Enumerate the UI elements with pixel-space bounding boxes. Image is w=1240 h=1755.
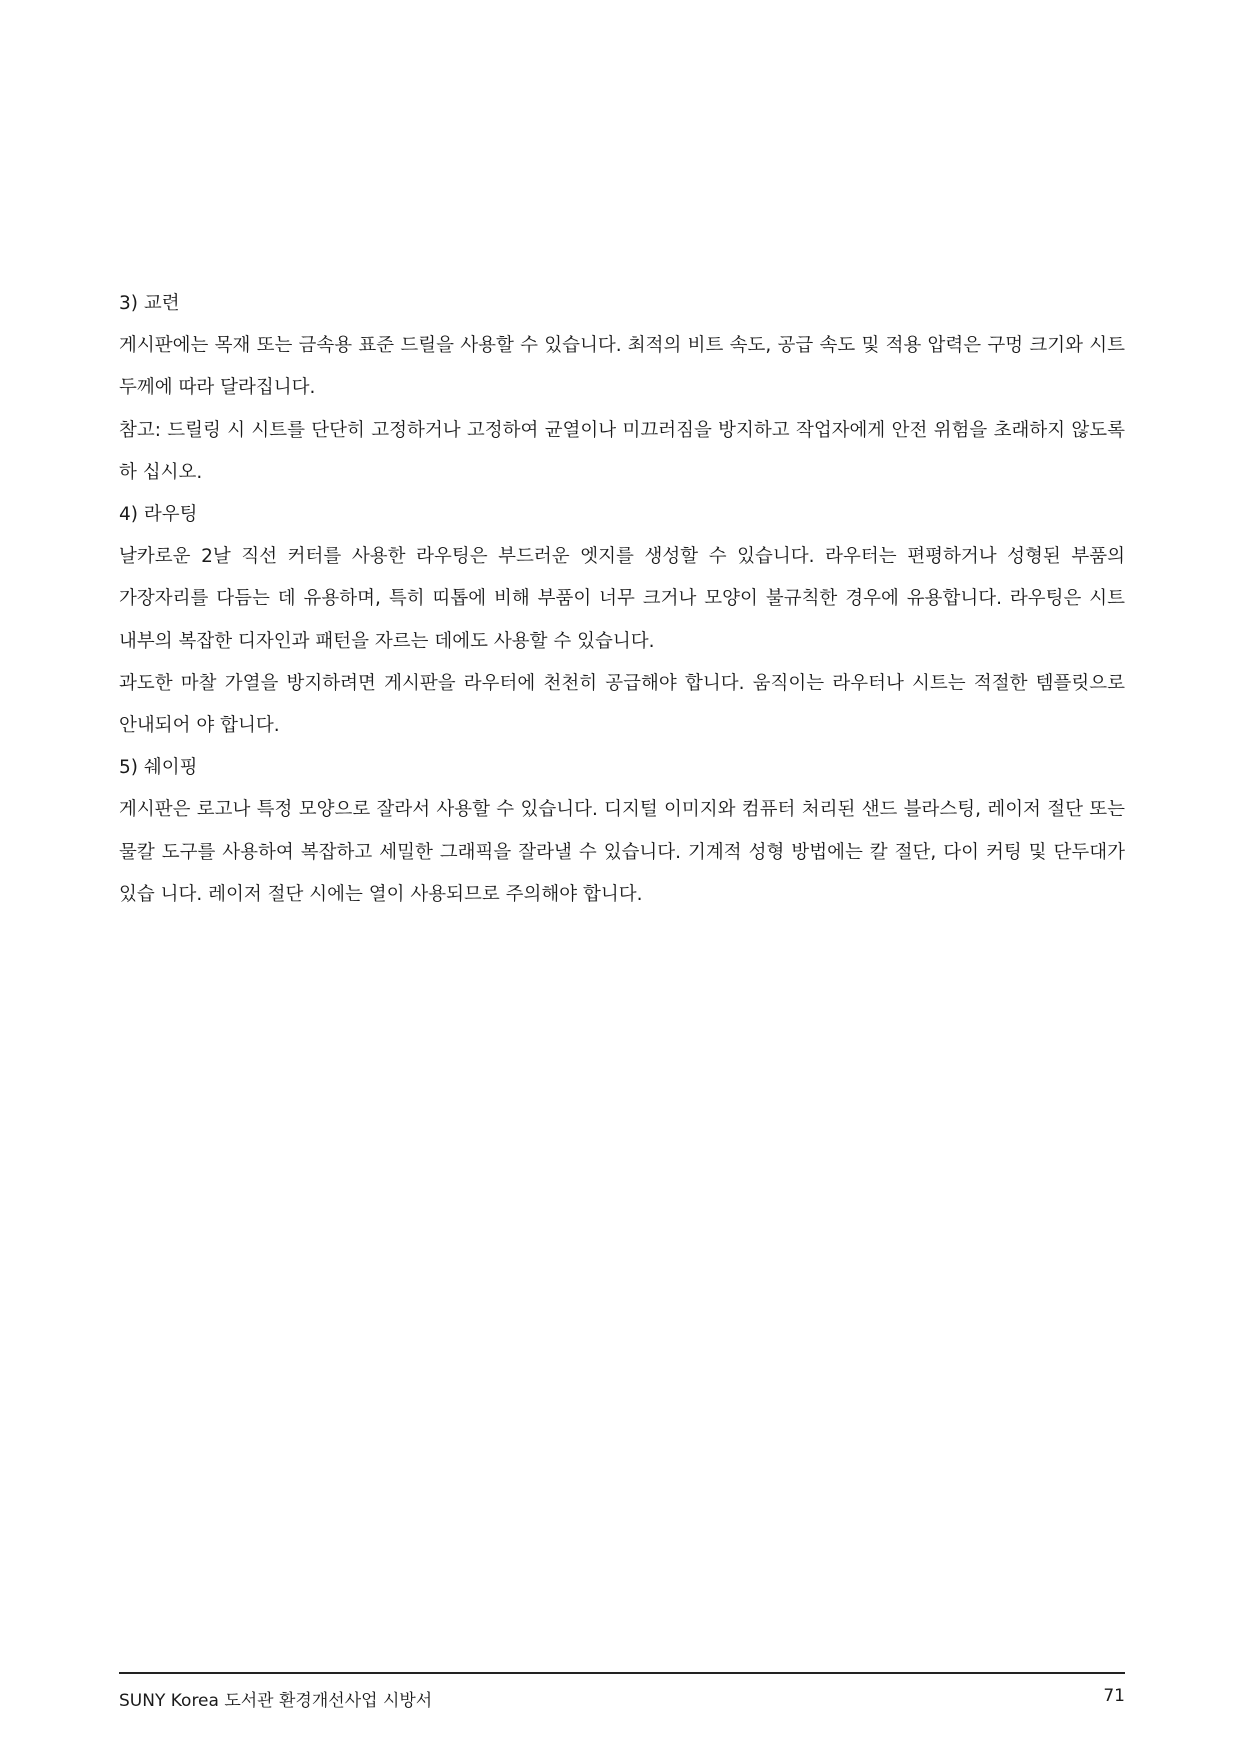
paragraph-drilling-note: 참고: 드릴링 시 시트를 단단히 고정하거나 고정하여 균열이나 미끄러짐을 방지하고 작업자에게 안전 위험을 초래하지 않도록 하 십시오. xyxy=(119,419,1125,483)
paragraph-routing-feed: 과도한 마찰 가열을 방지하려면 게시판을 라우터에 천천히 공급해야 합니다. 움직이는 라우터나 시트는 적절한 템플릿으로 안내되어 야 합니다. xyxy=(119,672,1125,737)
page-footer xyxy=(119,1672,1125,1711)
section-heading-routing: 4) 라우팅 xyxy=(119,504,198,526)
footer-document-title: SUNY Korea 도서관 환경개선사업 시방서 xyxy=(119,1691,433,1711)
paragraph-drilling-tools: 게시판에는 목재 또는 금속용 표준 드릴을 사용할 수 있습니다. 최적의 비트 속도, 공급 속도 및 적용 압력은 구멍 크기와 시트 두께에 따라 달라집니다. xyxy=(119,335,1125,399)
paragraph-routing-cutter: 날카로운 2날 직선 커터를 사용한 라우팅은 부드러운 엣지를 생성할 수 있습니다. 라우터는 편평하거나 성형된 부품의 가장자리를 다듬는 데 유용하며, 특히 띠톱에 비해 부품이 너무 크거나 모양이 불규칙한 경우에 유용합니다. 라우팅은 시트 내부의 복잡한 디자인과 패턴을 자르는 데에도 사용할 수 있습니다. xyxy=(119,546,1125,652)
section-heading-drilling: 3) 교련 xyxy=(119,293,180,314)
paragraph-shaping-methods: 게시판은 로고나 특정 모양으로 잘라서 사용할 수 있습니다. 디지털 이미지와 컴퓨터 처리된 샌드 블라스팅, 레이저 절단 또는 물칼 도구를 사용하여 복잡하고 세밀한 그래픽을 잘라낼 수 있습니다. 기계적 성형 방법에는 칼 절단, 다이 커팅 및 단두대가 있습 니다. 레이저 절단 시에는 열이 사용되므로 주의해야 합니다. xyxy=(119,799,1125,905)
page-number: 71 xyxy=(1103,1686,1125,1706)
section-heading-shaping: 5) 쉐이핑 xyxy=(119,757,198,779)
document-body xyxy=(119,283,1125,916)
